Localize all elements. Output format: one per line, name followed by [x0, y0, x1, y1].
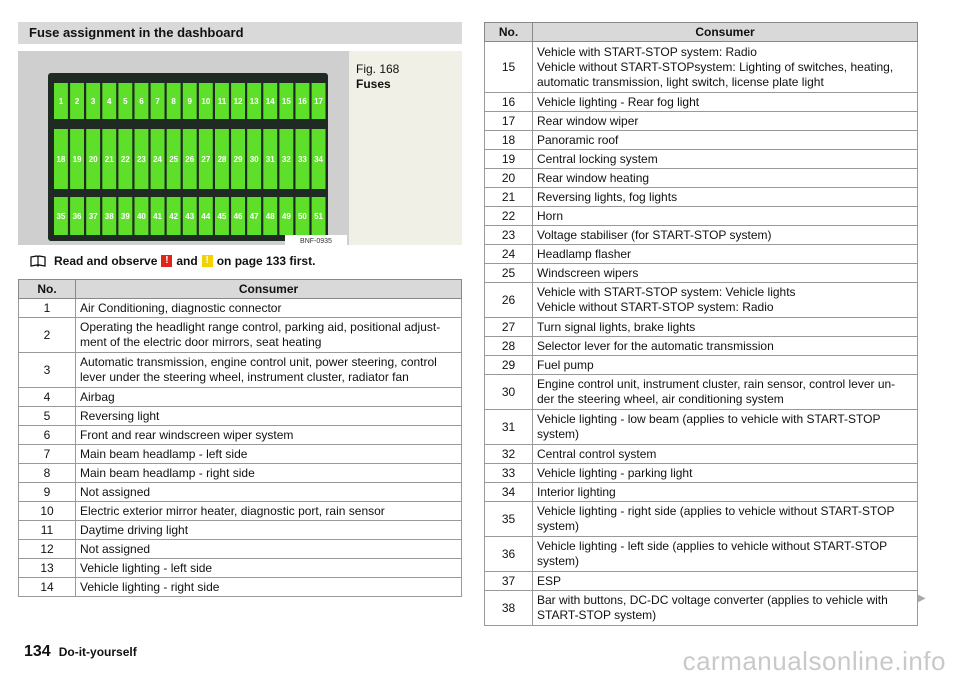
fuse-slot-label: 27	[201, 155, 211, 164]
book-icon	[30, 255, 46, 267]
table-row	[485, 483, 918, 502]
consumer-line: Bar with buttons, DC-DC voltage converter (applies to vehicle with	[537, 593, 888, 607]
consumer-line: Vehicle with START-STOP system: Radio	[537, 44, 757, 59]
consumer-line: Vehicle without START-STOP system: Radio	[537, 300, 774, 314]
fuse-number: 2	[19, 318, 76, 353]
table-row	[19, 483, 462, 502]
table-row	[485, 131, 918, 150]
fuse-consumer	[76, 540, 462, 559]
fuse-slot-label: 32	[281, 155, 291, 164]
fuse-consumer	[533, 375, 918, 410]
fuse-number: 29	[485, 356, 533, 375]
fuse-slot-label: 38	[104, 212, 114, 221]
table-row	[485, 283, 918, 318]
fuse-slot-label: 33	[297, 155, 307, 164]
fuse-slot-label: 22	[120, 155, 130, 164]
fuse-slot-label: 48	[265, 212, 275, 221]
consumer-line: Panoramic roof	[537, 132, 619, 147]
fuse-consumer	[76, 299, 462, 318]
consumer-line: Not assigned	[80, 484, 151, 499]
fuse-slot-label: 29	[233, 155, 243, 164]
consumer-line: ESP	[537, 573, 562, 588]
fuse-slot-label: 9	[187, 97, 192, 106]
fuse-consumer	[533, 283, 918, 318]
fuse-slot-label: 47	[249, 212, 259, 221]
fuse-slot-label: 6	[139, 97, 144, 106]
fuse-slot-label: 50	[297, 212, 307, 221]
consumer-line: Operating the headlight range control, parking aid, positional adjust-	[80, 320, 441, 334]
consumer-line: Front and rear windscreen wiper system	[80, 427, 294, 442]
fuse-number: 3	[19, 353, 76, 388]
consumer-line: Windscreen wipers	[537, 265, 639, 280]
fuse-consumer	[533, 226, 918, 245]
consumer-line: Rear window heating	[537, 170, 650, 185]
consumer-line: der the steering wheel, air conditioning system	[537, 392, 784, 406]
fuse-consumer	[533, 445, 918, 464]
fuse-table-left	[18, 279, 462, 597]
fuse-number: 28	[485, 337, 533, 356]
consumer-line: Vehicle lighting - left side (applies to vehicle without START-STOP	[537, 539, 888, 553]
fuse-slot-label: 17	[314, 97, 324, 106]
table-row	[485, 150, 918, 169]
figure-label: Fig. 168	[356, 62, 400, 76]
fuse-slot-label: 39	[120, 212, 130, 221]
fuse-slot-label: 30	[249, 155, 259, 164]
table-row	[19, 426, 462, 445]
fuse-number: 12	[19, 540, 76, 559]
fuse-number: 18	[485, 131, 533, 150]
section-header	[18, 22, 462, 44]
consumer-line: Reversing light	[80, 408, 160, 423]
fuse-number: 4	[19, 388, 76, 407]
fuse-slot-label: 13	[249, 97, 259, 106]
consumer-line: Vehicle without START-STOPsystem: Lighting of switches, heating,	[537, 59, 894, 74]
fuse-number: 38	[485, 591, 533, 626]
table-row	[485, 356, 918, 375]
table-row	[485, 226, 918, 245]
table-row	[19, 318, 462, 353]
table-row	[485, 318, 918, 337]
consumer-line: Voltage stabiliser (for START-STOP system)	[537, 227, 772, 242]
fuse-number: 27	[485, 318, 533, 337]
fuse-number: 24	[485, 245, 533, 264]
fuse-consumer	[533, 245, 918, 264]
column-header-no: No.	[485, 23, 533, 42]
page-footer	[24, 643, 137, 661]
consumer-line: Vehicle lighting - left side	[80, 560, 213, 575]
fuse-slot-label: 21	[104, 155, 114, 164]
table-row	[485, 537, 918, 572]
column-header-no: No.	[19, 280, 76, 299]
fuse-consumer	[533, 356, 918, 375]
fuse-consumer	[533, 337, 918, 356]
warning-yellow-icon: !	[202, 255, 213, 267]
table-row	[485, 445, 918, 464]
read-notice	[30, 252, 315, 270]
consumer-line: START-STOP system)	[537, 608, 657, 622]
fuse-slot-label: 25	[169, 155, 179, 164]
table-row	[485, 572, 918, 591]
table-row	[485, 207, 918, 226]
fuse-consumer	[533, 112, 918, 131]
consumer-line: system)	[537, 554, 579, 568]
table-row	[19, 521, 462, 540]
table-row	[485, 337, 918, 356]
fuse-table-right	[484, 22, 918, 626]
fuse-number: 9	[19, 483, 76, 502]
fuse-consumer	[76, 445, 462, 464]
table-row	[19, 388, 462, 407]
fuse-consumer	[76, 318, 462, 353]
fuse-slot-label: 45	[217, 212, 227, 221]
fuse-consumer	[533, 318, 918, 337]
table-row	[485, 42, 918, 93]
table-row	[485, 410, 918, 445]
fuse-number: 33	[485, 464, 533, 483]
figure-caption	[356, 62, 399, 92]
fuse-consumer	[533, 131, 918, 150]
fuse-consumer	[76, 559, 462, 578]
table-row	[485, 375, 918, 410]
fuse-consumer	[533, 537, 918, 572]
fuse-consumer	[533, 169, 918, 188]
fuse-slot-label: 26	[185, 155, 195, 164]
figure-title: Fuses	[356, 77, 391, 91]
fuse-consumer	[76, 502, 462, 521]
fuse-consumer	[76, 353, 462, 388]
fuse-slot-label: 34	[314, 155, 324, 164]
consumer-line: Daytime driving light	[80, 522, 189, 537]
fuse-slot-label: 20	[88, 155, 98, 164]
page-number: 134	[24, 643, 51, 660]
table-row	[19, 353, 462, 388]
fuse-slot-label: 28	[217, 155, 227, 164]
table-row	[485, 502, 918, 537]
consumer-line: system)	[537, 427, 579, 441]
fuse-consumer	[76, 521, 462, 540]
fuse-slot-label: 37	[88, 212, 98, 221]
fuse-slot-label: 5	[123, 97, 128, 106]
consumer-line: Selector lever for the automatic transmission	[537, 338, 774, 353]
table-row	[485, 464, 918, 483]
fuse-consumer	[76, 483, 462, 502]
fuse-number: 37	[485, 572, 533, 591]
fuse-figure	[18, 51, 462, 245]
fuse-slot-label: 24	[153, 155, 163, 164]
fuse-number: 31	[485, 410, 533, 445]
section-title: Fuse assignment in the dashboard	[29, 25, 244, 40]
table-row	[485, 93, 918, 112]
consumer-line: Vehicle lighting - right side (applies to vehicle without START-STOP	[537, 504, 895, 518]
fuse-slot-label: 15	[281, 97, 291, 106]
fuse-number: 25	[485, 264, 533, 283]
fuse-number: 17	[485, 112, 533, 131]
fuse-consumer	[533, 410, 918, 445]
fuse-number: 23	[485, 226, 533, 245]
fuse-slot-label: 18	[56, 155, 66, 164]
consumer-line: ment of the electric door mirrors, seat heating	[80, 335, 322, 349]
consumer-line: Vehicle lighting - right side	[80, 579, 220, 594]
fuse-consumer	[533, 188, 918, 207]
consumer-line: Headlamp flasher	[537, 246, 632, 261]
fuse-consumer	[76, 426, 462, 445]
table-row	[19, 540, 462, 559]
fuse-consumer	[533, 483, 918, 502]
consumer-line: Vehicle lighting - Rear fog light	[537, 94, 700, 109]
fuse-consumer	[533, 464, 918, 483]
consumer-line: Automatic transmission, engine control unit, power steering, control	[80, 355, 437, 369]
fuse-slot-label: 31	[265, 155, 275, 164]
fuse-slot-label: 19	[72, 155, 82, 164]
fuse-consumer	[533, 42, 918, 93]
fuse-number: 6	[19, 426, 76, 445]
table-row	[485, 591, 918, 626]
fuse-number: 21	[485, 188, 533, 207]
fuse-consumer	[76, 578, 462, 597]
table-row	[19, 464, 462, 483]
fuse-number: 36	[485, 537, 533, 572]
fuse-slot-label: 49	[281, 212, 291, 221]
fuse-slot-label: 7	[155, 97, 160, 106]
consumer-line: Air Conditioning, diagnostic connector	[80, 300, 282, 315]
column-header-consumer: Consumer	[533, 23, 918, 42]
consumer-line: Central control system	[537, 446, 657, 461]
column-header-consumer: Consumer	[76, 280, 462, 299]
fuse-number: 13	[19, 559, 76, 578]
fuse-consumer	[76, 464, 462, 483]
image-code: BNF-0935	[300, 238, 332, 245]
table-row	[19, 502, 462, 521]
fuse-slot-label: 43	[185, 212, 195, 221]
consumer-line: Horn	[537, 208, 564, 223]
consumer-line: Central locking system	[537, 151, 658, 166]
fuse-number: 14	[19, 578, 76, 597]
fuse-consumer	[76, 407, 462, 426]
consumer-line: Vehicle lighting - parking light	[537, 465, 693, 480]
fuse-slot-label: 36	[72, 212, 82, 221]
fuse-slot-label: 1	[58, 97, 64, 106]
fuse-number: 16	[485, 93, 533, 112]
chapter-title: Do-it-yourself	[58, 645, 137, 659]
fuse-slot-label: 51	[314, 212, 324, 221]
table-row	[19, 407, 462, 426]
consumer-line: Turn signal lights, brake lights	[537, 319, 696, 334]
consumer-line: system)	[537, 519, 579, 533]
table-row	[19, 578, 462, 597]
notice-text-middle: and	[176, 254, 198, 268]
consumer-line: Vehicle lighting - low beam (applies to vehicle with START-STOP	[537, 412, 881, 426]
table-row	[485, 188, 918, 207]
fuse-box-image	[18, 51, 349, 245]
fuse-number: 35	[485, 502, 533, 537]
fuse-number: 11	[19, 521, 76, 540]
table-row	[485, 169, 918, 188]
fuse-consumer	[533, 207, 918, 226]
fuse-consumer	[533, 264, 918, 283]
continue-arrow-icon: ▶	[918, 593, 926, 604]
notice-text-before: Read and observe	[54, 254, 158, 268]
fuse-number: 30	[485, 375, 533, 410]
consumer-line: Rear window wiper	[537, 113, 639, 128]
fuse-number: 1	[19, 299, 76, 318]
consumer-line: Not assigned	[80, 541, 151, 556]
fuse-slot-label: 2	[74, 97, 80, 106]
fuse-slot-label: 23	[136, 155, 146, 164]
fuse-slot-label: 16	[297, 97, 307, 106]
consumer-line: Main beam headlamp - left side	[80, 446, 248, 461]
fuse-box-diagram	[18, 51, 349, 245]
table-row	[485, 264, 918, 283]
fuse-slot-label: 3	[90, 97, 96, 106]
warning-red-icon: !	[161, 255, 172, 267]
fuse-consumer	[533, 502, 918, 537]
fuse-number: 5	[19, 407, 76, 426]
fuse-slot-label: 40	[136, 212, 146, 221]
consumer-line: Interior lighting	[537, 484, 616, 499]
fuse-number: 7	[19, 445, 76, 464]
watermark: carmanualsonline.info	[682, 646, 946, 676]
consumer-line: lever under the steering wheel, instrument cluster, radiator fan	[80, 370, 409, 384]
fuse-slot-label: 41	[153, 212, 163, 221]
fuse-slot-label: 44	[201, 212, 211, 221]
fuse-number: 20	[485, 169, 533, 188]
fuse-slot-label: 8	[171, 97, 176, 106]
consumer-line: Fuel pump	[537, 357, 594, 372]
fuse-slot-label: 10	[201, 97, 211, 106]
table-row	[19, 445, 462, 464]
table-row	[19, 299, 462, 318]
fuse-number: 22	[485, 207, 533, 226]
fuse-slot-label: 14	[265, 97, 275, 106]
fuse-number: 32	[485, 445, 533, 464]
consumer-line: Main beam headlamp - right side	[80, 465, 255, 480]
consumer-line: Airbag	[80, 389, 115, 404]
fuse-slot-label: 35	[56, 212, 66, 221]
fuse-consumer	[533, 591, 918, 626]
fuse-consumer	[76, 388, 462, 407]
fuse-slot-label: 12	[233, 97, 243, 106]
fuse-number: 10	[19, 502, 76, 521]
consumer-line: Electric exterior mirror heater, diagnostic port, rain sensor	[80, 503, 385, 518]
consumer-line: Engine control unit, instrument cluster, rain sensor, control lever un-	[537, 377, 896, 391]
table-row	[485, 245, 918, 264]
consumer-line: automatic transmission, light switch, license plate light	[537, 74, 824, 89]
fuse-consumer	[533, 93, 918, 112]
fuse-slot-label: 11	[217, 97, 227, 106]
table-row	[485, 112, 918, 131]
fuse-slot-label: 4	[107, 97, 112, 106]
notice-text-after: on page 133 first.	[216, 254, 316, 268]
consumer-line: Vehicle with START-STOP system: Vehicle lights	[537, 285, 796, 299]
fuse-number: 8	[19, 464, 76, 483]
fuse-slot-label: 46	[233, 212, 243, 221]
fuse-number: 26	[485, 283, 533, 318]
fuse-slot-label: 42	[169, 212, 179, 221]
consumer-line: Reversing lights, fog lights	[537, 189, 678, 204]
fuse-consumer	[533, 572, 918, 591]
fuse-number: 19	[485, 150, 533, 169]
fuse-number: 15	[485, 42, 533, 93]
fuse-consumer	[533, 150, 918, 169]
table-row	[19, 559, 462, 578]
fuse-number: 34	[485, 483, 533, 502]
